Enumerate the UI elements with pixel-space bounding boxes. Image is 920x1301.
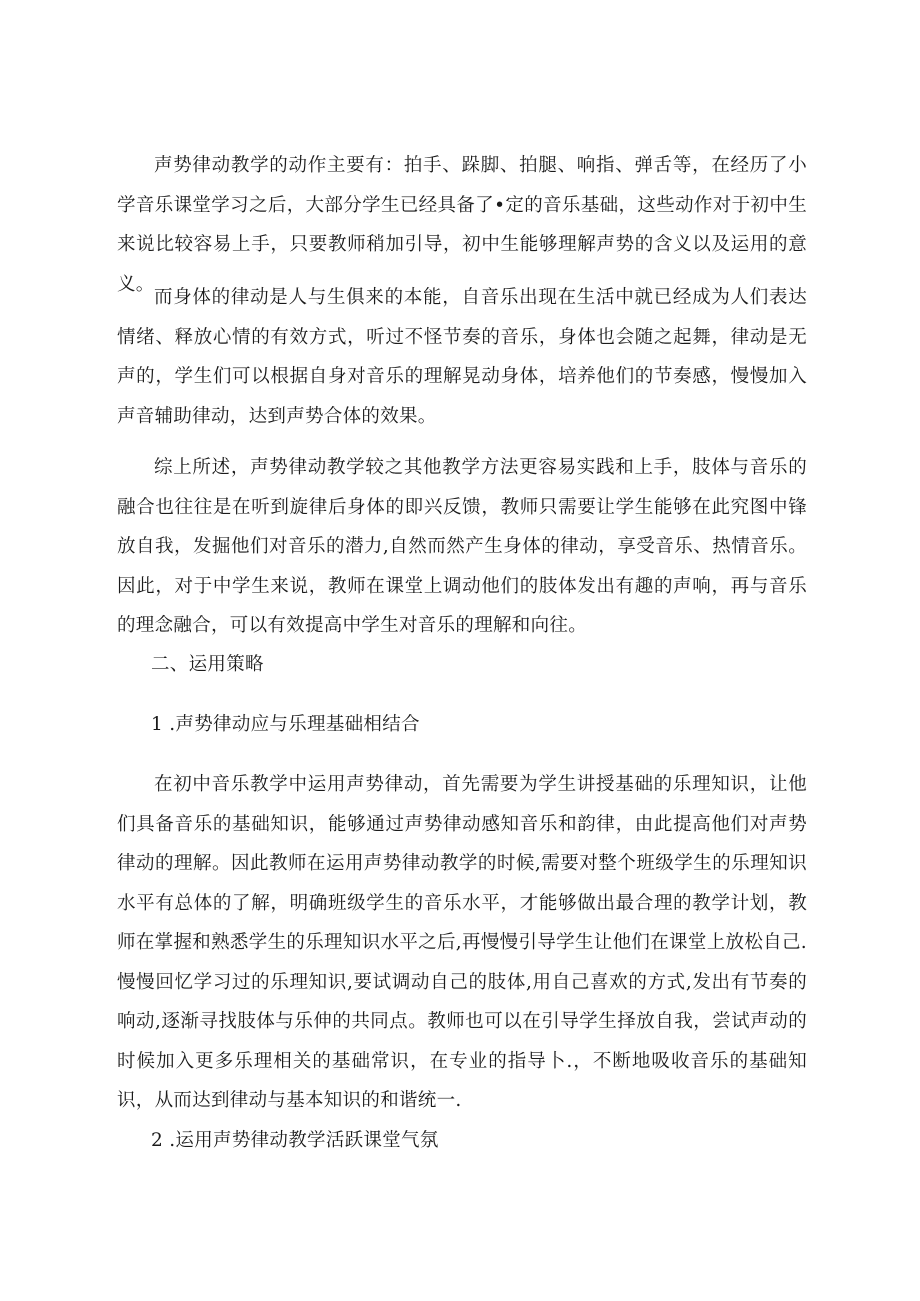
paragraph-2: 而身体的律动是人与生俱来的本能，自音乐出现在生活中就已经成为人们表达情绪、释放心情的有效方式，听过不怪节奏的音乐，身体也会随之起舞，律动是无声的，学生们可以根据自身对音乐的理解晃动身体，培养他们的节奏感，慢慢加入声音辅助律动，达到声势合体的效果。: [117, 287, 807, 427]
subheading-1: 1 .声势律动应与乐理基础相结合: [151, 714, 420, 735]
paragraph-3: 综上所述，声势律动教学较之其他教学方法更容易实践和上手，肢体与音乐的融合也往往是在听到旋律后身体的即兴反馈，教师只需要让学生能够在此究图中锋放自我，发掘他们对音乐的潜力,自然而然产生身体的律动，享受音乐、热情音乐。因此，对于中学生来说，教师在课堂上调动他们的肢体发出有趣的声响，再与音乐的理念融合，可以有效提高中学生对音乐的理解和向往。: [117, 457, 807, 636]
section-heading: 二、运用策略: [151, 654, 264, 675]
paragraph-4: 在初中音乐教学中运用声势律动，首先需要为学生讲授基础的乐理知识，让他们具备音乐的基础知识，能够通过声势律动感知音乐和韵律，由此提高他们对声势律动的理解。因此教师在运用声势律动教学的时候,需要对整个班级学生的乐理知识水平有总体的了解，明确班级学生的音乐水平，才能够做出最合理的教学计划，教师在掌握和熟悉学生的乐理知识水平之后,再慢慢引导学生让他们在课堂上放松自己.慢慢回忆学习过的乐理知识,要试调动自己的肢体,用自己喜欢的方式,发出有节奏的响动,逐渐寻找肢体与乐伸的共同点。教师也可以在引导学生择放自我，尝试声动的时候加入更多乐理相关的基础常识，在专业的指导卜.，不断地吸收音乐的基础知识，从而达到律动与基本知识的和谐统一.: [117, 774, 807, 1111]
subheading-2: 2 .运用声势律动教学活跃课堂气氛: [151, 1130, 439, 1151]
paragraph-1: 声势律动教学的动作主要有：拍手、跺脚、拍腿、响指、弹舌等，在经历了小学音乐课堂学习之后，大部分学生已经具备了•定的音乐基础，这些动作对于初中生来说比较容易上手，只要教师稍加引导，初中生能够理解声势的含义以及运用的意义。: [117, 155, 807, 295]
